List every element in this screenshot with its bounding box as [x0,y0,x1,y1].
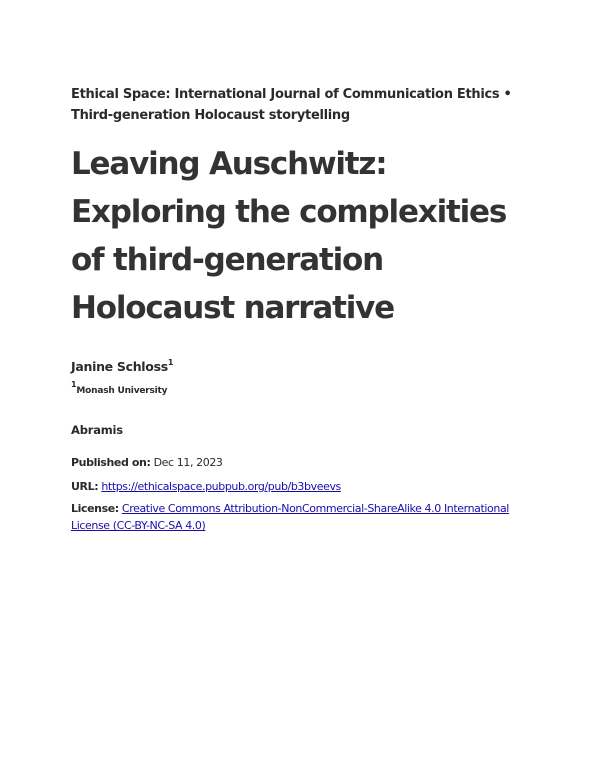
document-page [71,84,541,534]
published-label: Published on: [71,456,151,469]
author-name: Janine Schloss [71,359,168,374]
license-label: License: [71,502,119,515]
published-row [71,454,541,471]
url-row [71,478,541,495]
affiliation [71,380,541,398]
url-link[interactable]: https://ethicalspace.pubpub.org/pub/b3bveevs [101,480,341,493]
affiliation-name: Monash University [76,386,168,396]
author [71,358,541,376]
affiliation-marker: 1 [71,380,77,389]
collection-line: Ethical Space: International Journal of Communication Ethics • Third-generation Holocaust storytelling [71,87,512,123]
page-title: Leaving Auschwitz: Exploring the complexities of third-generation Holocaust narrative [71,146,507,326]
license-link[interactable]: Creative Commons Attribution-NonCommercial-ShareAlike 4.0 International License (CC-BY-NC-SA 4.0) [71,502,509,532]
publisher-heading: Abramis [71,423,123,437]
url-label: URL: [71,480,99,493]
published-date: Dec 11, 2023 [153,456,223,469]
author-affiliation-marker: 1 [167,358,174,367]
license-row [71,500,541,534]
